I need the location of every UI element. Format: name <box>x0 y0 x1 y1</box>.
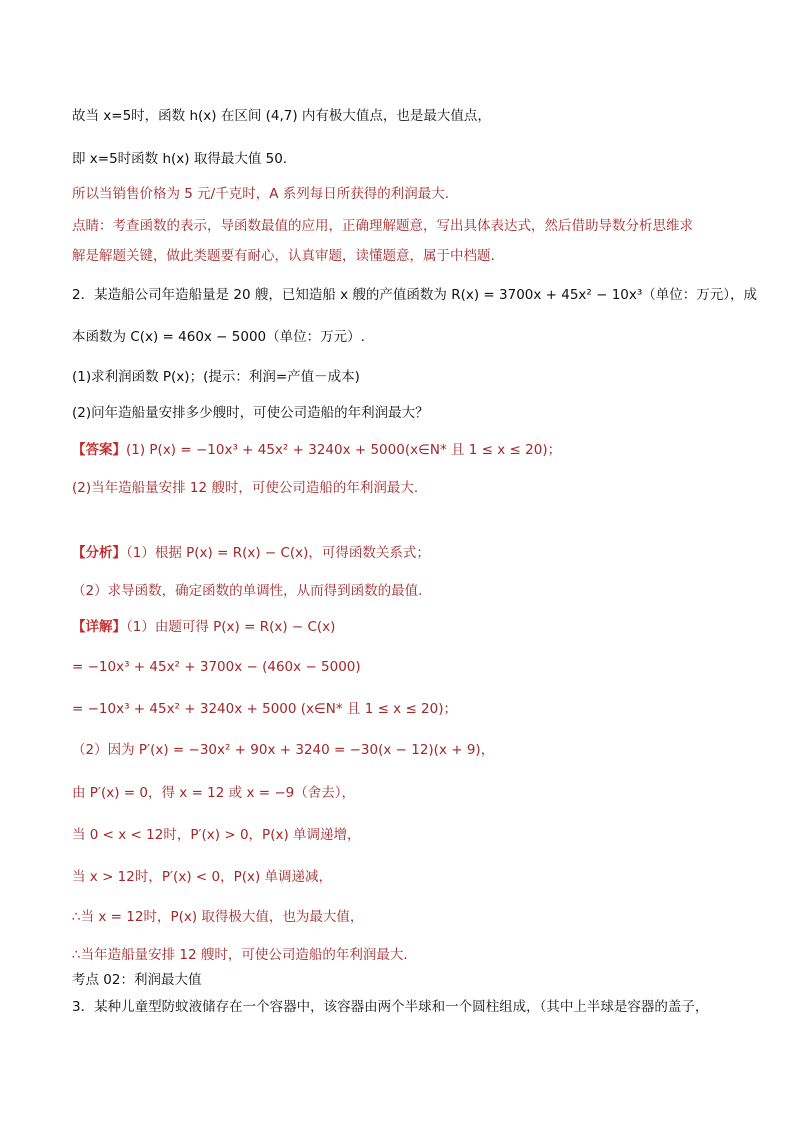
detail-conclusion: ∴当年造船量安排 12 艘时，可使公司造船的年利润最大. <box>72 947 408 963</box>
detail-step: （2）因为 P′(x) = −30x² + 90x + 3240 = −30(x − 12)(x + 9)， <box>72 742 495 758</box>
question-3-stem: 3．某种儿童型防蚊液储存在一个容器中，该容器由两个半球和一个圆柱组成，（其中上半球是容器的盖子， <box>72 999 709 1015</box>
question-2-stem-cont: 本函数为 C(x) = 460x − 5000（单位：万元）. <box>72 329 365 345</box>
question-2-stem: 2．某造船公司年造船量是 20 艘，已知造船 x 艘的产值函数为 R(x) = 3700x + 45x² − 10x³（单位：万元），成 <box>72 287 758 303</box>
detail-step: = −10x³ + 45x² + 3240x + 5000 (x∈N* 且 1 ≤ x ≤ 20)； <box>72 701 458 717</box>
text-line: 即 x=5时函数 h(x) 取得最大值 50. <box>72 151 288 167</box>
analysis-tag: 【分析】 <box>72 545 126 561</box>
answer-line <box>72 440 734 460</box>
detail-step: 当 x > 12时，P′(x) < 0，P(x) 单调递减， <box>72 869 333 885</box>
text-line: 故当 x=5时，函数 h(x) 在区间 (4,7) 内有极大值点，也是最大值点， <box>72 108 491 124</box>
detail-text: （1）由题可得 P(x) = R(x) − C(x) <box>126 619 336 635</box>
analysis-line <box>72 543 734 563</box>
text-line: 所以当销售价格为 5 元/千克时，A 系列每日所获得的利润最大. <box>72 186 450 202</box>
detail-line <box>72 617 734 637</box>
answer-part-1: (1) P(x) = −10x³ + 45x² + 3240x + 5000(x∈N* 且 1 ≤ x ≤ 20)； <box>126 442 562 458</box>
question-2-part-2: (2)问年造船量安排多少艘时，可使公司造船的年利润最大？ <box>72 405 429 421</box>
text-line: 解是解题关键，做此类题要有耐心，认真审题，读懂题意，属于中档题. <box>72 248 495 264</box>
analysis-text: （1）根据 P(x) = R(x) − C(x)，可得函数关系式； <box>126 545 430 561</box>
text-line: 点睛：考查函数的表示，导函数最值的应用，正确理解题意，写出具体表达式，然后借助导数分析思维求 <box>72 218 693 234</box>
question-2-part-1: (1)求利润函数 P(x)；(提示：利润=产值－成本) <box>72 369 360 385</box>
detail-tag: 【详解】 <box>72 619 126 635</box>
detail-step: 由 P′(x) = 0，得 x = 12 或 x = −9（舍去）， <box>72 785 355 801</box>
answer-part-2: (2)当年造船量安排 12 艘时，可使公司造船的年利润最大. <box>72 480 419 496</box>
section-heading: 考点 02：利润最大值 <box>72 972 202 988</box>
answer-tag: 【答案】 <box>72 442 126 458</box>
analysis-text-2: （2）求导函数，确定函数的单调性，从而得到函数的最值. <box>72 583 423 599</box>
detail-step: 当 0 < x < 12时，P′(x) > 0，P(x) 单调递增， <box>72 827 361 843</box>
detail-step: ∴当 x = 12时，P(x) 取得极大值，也为最大值， <box>72 909 364 925</box>
detail-step: = −10x³ + 45x² + 3700x − (460x − 5000) <box>72 659 361 675</box>
